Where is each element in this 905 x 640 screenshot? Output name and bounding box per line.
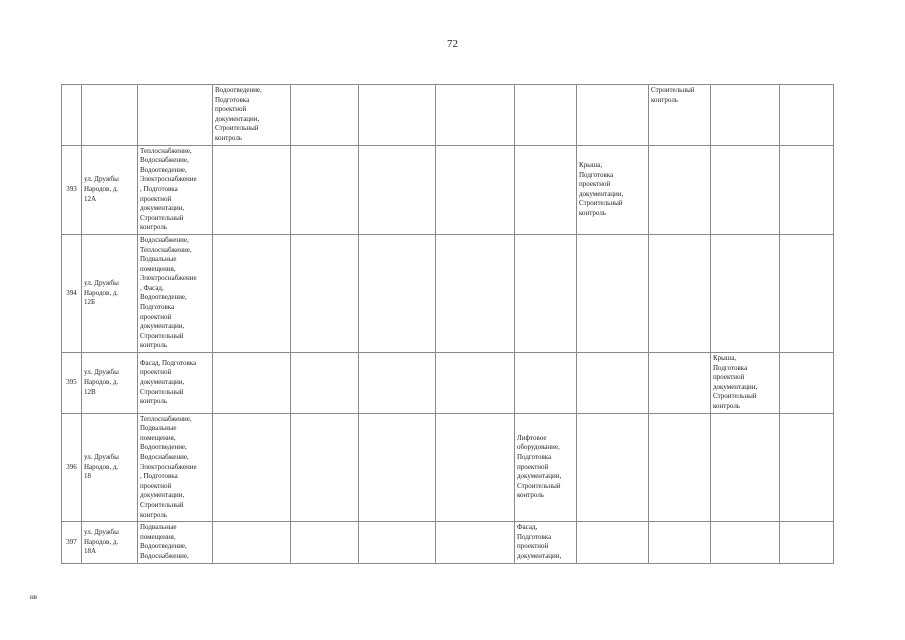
address-cell-text: ул. Дружбы Народов, д. 18: [84, 452, 119, 481]
empty-cell: [780, 145, 834, 234]
empty-cell: [291, 353, 359, 414]
address-cell-text: ул. Дружбы Народов, д. 12Б: [84, 279, 119, 307]
row-number: [62, 145, 82, 234]
empty-cell: [780, 353, 834, 414]
year-7-works-cell: [577, 85, 649, 146]
year-6-works-cell: [515, 145, 577, 234]
year-8-works-cell-text: Строительный контроль: [651, 86, 695, 104]
year-2-works-cell: [213, 522, 291, 563]
empty-cell: [436, 145, 515, 234]
row-number: [62, 413, 82, 522]
year-7-works-cell: [577, 413, 649, 522]
works-cell-text: Теплоснабжение, Водоснабжение, Водоотведение, Электроснабжение , Подготовка проектной документации, Строительный контроль: [140, 146, 197, 232]
year-8-works-cell: [649, 413, 711, 522]
works-cell: [138, 522, 213, 563]
empty-cell: [436, 522, 515, 563]
year-9-works-cell-text: Крыша, Подготовка проектной документации, Строительный контроль: [713, 354, 758, 410]
works-cell-text: Теплоснабжение, Подвальные помещения, Водоотведение, Водоснабжение, Электроснабжение , Подготовка проектной документации, Строительный контроль: [140, 414, 197, 519]
empty-cell: [780, 522, 834, 563]
page-number: 72: [447, 38, 458, 50]
empty-cell: [359, 145, 436, 234]
address-cell: [82, 145, 138, 234]
year-8-works-cell: [649, 522, 711, 563]
table-row: [62, 145, 834, 234]
year-6-works-cell: [515, 353, 577, 414]
works-cell: [138, 413, 213, 522]
address-cell: [82, 353, 138, 414]
empty-cell: [359, 413, 436, 522]
year-9-works-cell: [711, 145, 780, 234]
year-8-works-cell: [649, 234, 711, 352]
year-6-works-cell-text: Лифтовое оборудование, Подготовка проектной документации, Строительный контроль: [517, 433, 562, 500]
year-7-works-cell: [577, 522, 649, 563]
year-2-works-cell: [213, 413, 291, 522]
year-6-works-cell: [515, 85, 577, 146]
empty-cell: [436, 353, 515, 414]
empty-cell: [436, 413, 515, 522]
table-row: [62, 234, 834, 352]
row-number: [62, 234, 82, 352]
table-row: [62, 413, 834, 522]
empty-cell: [359, 353, 436, 414]
table-row: [62, 353, 834, 414]
row-number: [62, 85, 82, 146]
year-6-works-cell: [515, 413, 577, 522]
works-cell-text: Подвальные помещения, Водоотведение, Водоснабжение,: [140, 523, 189, 560]
address-cell-text: ул. Дружбы Народов, д. 12А: [84, 175, 119, 203]
table-row: [62, 85, 834, 146]
row-number-text: 393: [66, 184, 77, 193]
works-cell-text: Водоснабжение, Теплоснабжение, Подвальные помещения, Электроснабжение , Фасад, Водоотведение, Подготовка проектной документации, Строительный контроль: [140, 235, 197, 350]
year-9-works-cell: [711, 413, 780, 522]
year-2-works-cell: [213, 234, 291, 352]
row-number-text: 395: [66, 378, 77, 387]
year-7-works-cell: [577, 234, 649, 352]
works-cell-text: Фасад, Подготовка проектной документации, Строительный контроль: [140, 358, 197, 406]
empty-cell: [359, 85, 436, 146]
row-number: [62, 353, 82, 414]
works-cell: [138, 234, 213, 352]
empty-cell: [436, 234, 515, 352]
year-7-works-cell: [577, 353, 649, 414]
year-6-works-cell-text: Фасад, Подготовка проектной документации,: [517, 523, 562, 560]
year-9-works-cell: [711, 234, 780, 352]
empty-cell: [291, 413, 359, 522]
works-cell: [138, 85, 213, 146]
empty-cell: [291, 234, 359, 352]
row-number-text: 394: [66, 288, 77, 297]
empty-cell: [291, 522, 359, 563]
footer-mark: нв: [30, 593, 38, 601]
empty-cell: [359, 522, 436, 563]
address-cell: [82, 85, 138, 146]
works-cell: [138, 145, 213, 234]
year-8-works-cell: [649, 353, 711, 414]
year-8-works-cell: [649, 85, 711, 146]
year-2-works-cell: [213, 145, 291, 234]
address-cell-text: ул. Дружбы Народов, д. 18А: [84, 527, 119, 556]
year-7-works-cell-text: Крыша, Подготовка проектной документации, Строительный контроль: [579, 160, 624, 217]
table-row: [62, 522, 834, 563]
empty-cell: [359, 234, 436, 352]
capital-repair-table: [61, 84, 834, 564]
address-cell: [82, 234, 138, 352]
year-2-works-cell: [213, 353, 291, 414]
row-number-text: 397: [66, 537, 77, 546]
year-2-works-cell-text: Водоотведение, Подготовка проектной документации, Строительный контроль: [215, 86, 262, 142]
year-8-works-cell: [649, 145, 711, 234]
year-9-works-cell: [711, 522, 780, 563]
empty-cell: [780, 234, 834, 352]
address-cell: [82, 522, 138, 563]
empty-cell: [291, 85, 359, 146]
empty-cell: [780, 413, 834, 522]
year-7-works-cell: [577, 145, 649, 234]
address-cell-text: ул. Дружбы Народов, д. 12В: [84, 368, 119, 396]
empty-cell: [780, 85, 834, 146]
row-number: [62, 522, 82, 563]
empty-cell: [291, 145, 359, 234]
year-6-works-cell: [515, 234, 577, 352]
row-number-text: 396: [66, 462, 77, 471]
works-cell: [138, 353, 213, 414]
year-2-works-cell: [213, 85, 291, 146]
year-6-works-cell: [515, 522, 577, 563]
year-9-works-cell: [711, 85, 780, 146]
address-cell: [82, 413, 138, 522]
empty-cell: [436, 85, 515, 146]
year-9-works-cell: [711, 353, 780, 414]
